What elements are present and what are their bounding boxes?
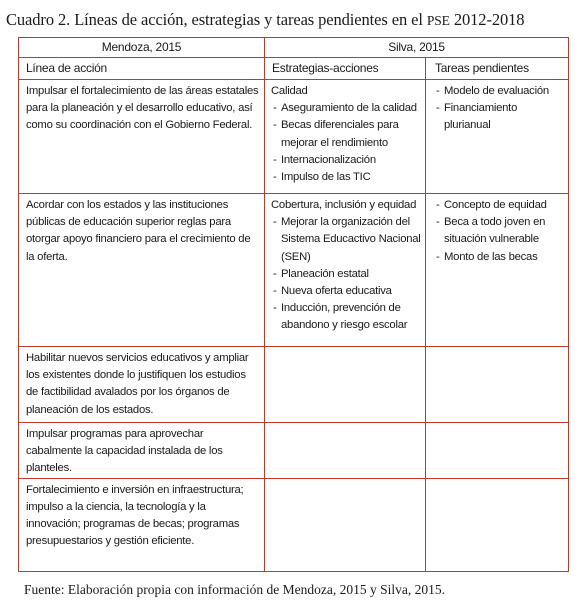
table-title-prefix: Cuadro 2. Líneas de acción, estrategias y tareas pendientes en el xyxy=(6,10,427,29)
table-row xyxy=(19,347,569,423)
column-header-row xyxy=(19,58,569,80)
tareas-cell xyxy=(426,423,569,479)
tarea-item: - Beca a todo joven en situación vulnerable xyxy=(434,214,564,248)
estrategia-item: - Internacionalización xyxy=(271,152,421,169)
estrategia-item: - Becas diferenciales para mejorar el rendimiento xyxy=(271,117,421,151)
estrategias-list xyxy=(271,214,421,334)
tarea-item: - Concepto de equidad xyxy=(434,197,564,214)
column-header-tareas: Tareas pendientes xyxy=(426,58,569,80)
tareas-cell xyxy=(426,194,569,347)
group-header-mendoza: Mendoza, 2015 xyxy=(19,38,265,58)
estrategia-item: - Planeación estatal xyxy=(271,266,421,283)
estrategias-cell xyxy=(265,194,426,347)
group-header-row xyxy=(19,38,569,58)
estrategias-cell xyxy=(265,347,426,423)
estrategias-list xyxy=(271,100,421,186)
tareas-list xyxy=(434,83,564,135)
table-row xyxy=(19,478,569,571)
tareas-cell xyxy=(426,347,569,423)
column-header-linea: Línea de acción xyxy=(19,58,265,80)
table-title-acronym: PSE xyxy=(426,13,450,28)
table-row xyxy=(19,80,569,194)
estrategia-lead: Cobertura, inclusión y equidad xyxy=(271,199,417,211)
tarea-item: - Modelo de evaluación xyxy=(434,83,564,100)
estrategia-item: - Impulso de las TIC xyxy=(271,169,421,186)
estrategias-cell xyxy=(265,423,426,479)
linea-cell: Impulsar el fortalecimiento de las áreas estatales para la planeación y el desarrollo educativo, así como su coordinación con el Gobierno Federal. xyxy=(19,80,265,194)
table-title-suffix: 2012-2018 xyxy=(449,10,525,29)
action-lines-table xyxy=(18,37,569,572)
estrategia-item: - Aseguramiento de la calidad xyxy=(271,100,421,117)
table-title xyxy=(6,10,524,30)
column-header-estrategias: Estrategias-acciones xyxy=(265,58,426,80)
linea-cell: Impulsar programas para aprovechar cabalmente la capacidad instalada de los planteles. xyxy=(19,423,265,479)
estrategia-item: - Inducción, prevención de abandono y riesgo escolar xyxy=(271,300,421,334)
estrategia-item: - Nueva oferta educativa xyxy=(271,283,421,300)
tarea-item: - Monto de las becas xyxy=(434,249,564,266)
tareas-cell xyxy=(426,478,569,571)
estrategia-item: - Mejorar la organización del Sistema Educactivo Nacional (SEN) xyxy=(271,214,421,266)
linea-cell: Fortalecimiento e inversión en infraestructura; impulso a la ciencia, la tecnología y la innovación; programas de becas; programas presupuestarios y gestión eficiente. xyxy=(19,478,265,571)
table-row xyxy=(19,194,569,347)
tarea-item: - Financiamiento plurianual xyxy=(434,100,564,134)
group-header-silva: Silva, 2015 xyxy=(265,38,569,58)
table-row xyxy=(19,423,569,479)
source-note: Fuente: Elaboración propia con información de Mendoza, 2015 y Silva, 2015. xyxy=(24,582,446,597)
estrategia-lead: Calidad xyxy=(271,85,308,97)
estrategias-cell xyxy=(265,478,426,571)
tareas-cell xyxy=(426,80,569,194)
estrategias-cell xyxy=(265,80,426,194)
linea-cell: Habilitar nuevos servicios educativos y ampliar los existentes donde lo justifiquen los estudios de factibilidad avalados por los órganos de planeación de los estados. xyxy=(19,347,265,423)
linea-cell: Acordar con los estados y las instituciones públicas de educación superior reglas para otorgar apoyo financiero para el crecimiento de la oferta. xyxy=(19,194,265,347)
tareas-list xyxy=(434,197,564,266)
